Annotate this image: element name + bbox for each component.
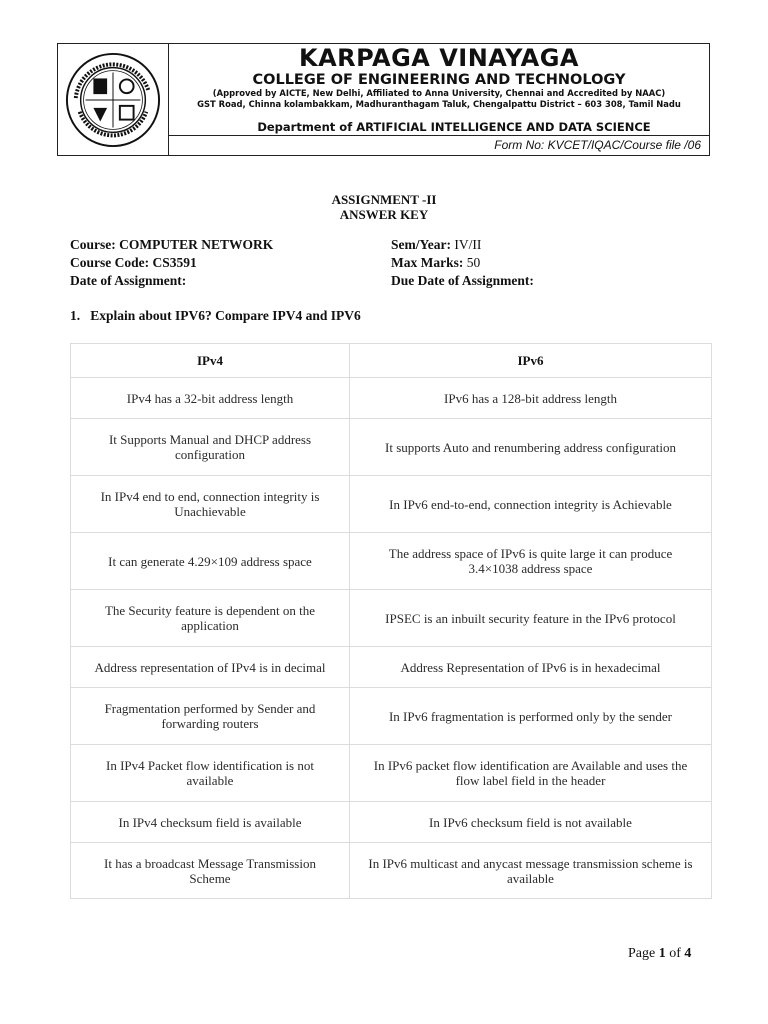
course-line: Course: COMPUTER NETWORK bbox=[70, 237, 274, 252]
table-cell-ipv4: IPv4 has a 32-bit address length bbox=[71, 378, 350, 419]
table-header-row bbox=[71, 344, 712, 378]
course-code-line: Course Code: CS3591 bbox=[70, 255, 197, 270]
table-cell-ipv6: The address space of IPv6 is quite large it can produce 3.4×1038 address space bbox=[350, 533, 712, 590]
table-cell-ipv6: Address Representation of IPv6 is in hexadecimal bbox=[350, 647, 712, 688]
table-cell-ipv4: The Security feature is dependent on the application bbox=[71, 590, 350, 647]
comparison-table bbox=[70, 343, 712, 899]
course-code-value: CS3591 bbox=[152, 255, 197, 270]
table-row bbox=[71, 590, 712, 647]
table-cell-ipv6: In IPv6 packet flow identification are Available and uses the flow label field in the header bbox=[350, 745, 712, 802]
sem-year-value: IV/II bbox=[454, 237, 482, 252]
table-cell-ipv4: It Supports Manual and DHCP address configuration bbox=[71, 419, 350, 476]
question-number: 1. bbox=[70, 308, 81, 323]
table-cell-ipv6: In IPv6 multicast and anycast message transmission scheme is available bbox=[350, 843, 712, 899]
approval-note: (Approved by AICTE, New Delhi, Affiliated to Anna University, Chennai and Accredited by NAAC) bbox=[212, 88, 666, 98]
table-cell-ipv6: In IPv6 end-to-end, connection integrity is Achievable bbox=[350, 476, 712, 533]
page-number: Page 1 of 4 bbox=[628, 946, 692, 961]
header-ipv6: IPv6 bbox=[350, 344, 712, 378]
college-header bbox=[57, 43, 710, 156]
form-number: Form No: KVCET/IQAC/Course file /06 bbox=[169, 135, 709, 155]
college-name: KARPAGA VINAYAGA bbox=[298, 44, 580, 72]
max-marks-line: Max Marks: 50 bbox=[391, 255, 481, 270]
title-cell bbox=[169, 44, 709, 155]
table-cell-ipv4: In IPv4 end to end, connection integrity is Unachievable bbox=[71, 476, 350, 533]
sem-year-line: Sem/Year: IV/II bbox=[391, 237, 482, 252]
course-value: COMPUTER NETWORK bbox=[119, 237, 274, 252]
table-row bbox=[71, 688, 712, 745]
college-address: GST Road, Chinna kolambakkam, Madhuranthagam Taluk, Chengalpattu District – 603 308, Tamil Nadu bbox=[197, 99, 681, 109]
table-cell-ipv6: In IPv6 fragmentation is performed only by the sender bbox=[350, 688, 712, 745]
table-cell-ipv4: Fragmentation performed by Sender and forwarding routers bbox=[71, 688, 350, 745]
question-text: Explain about IPV6? Compare IPV4 and IPV6 bbox=[90, 308, 361, 323]
college-seal-icon bbox=[64, 51, 162, 149]
table-row bbox=[71, 647, 712, 688]
table-cell-ipv6: IPv6 has a 128-bit address length bbox=[350, 378, 712, 419]
table-cell-ipv6: IPSEC is an inbuilt security feature in the IPv6 protocol bbox=[350, 590, 712, 647]
assignment-title: ASSIGNMENT -II bbox=[331, 192, 437, 207]
course-info-right bbox=[391, 236, 534, 290]
document-title bbox=[0, 192, 768, 222]
table-row bbox=[71, 533, 712, 590]
page-total: 4 bbox=[684, 946, 692, 961]
max-marks-value: 50 bbox=[466, 255, 481, 270]
header-ipv4: IPv4 bbox=[71, 344, 350, 378]
table-row bbox=[71, 378, 712, 419]
answer-key-title: ANSWER KEY bbox=[339, 207, 429, 222]
logo-cell bbox=[58, 44, 169, 155]
date-line: Date of Assignment: bbox=[70, 273, 187, 288]
college-subtitle: COLLEGE OF ENGINEERING AND TECHNOLOGY bbox=[252, 72, 626, 88]
table-cell-ipv6: In IPv6 checksum field is not available bbox=[350, 802, 712, 843]
department-name: Department of ARTIFICIAL INTELLIGENCE AND DATA SCIENCE bbox=[257, 120, 651, 134]
table-cell-ipv4: In IPv4 checksum field is available bbox=[71, 802, 350, 843]
course-info-left bbox=[70, 236, 273, 290]
table-cell-ipv6: It supports Auto and renumbering address configuration bbox=[350, 419, 712, 476]
table-row bbox=[71, 802, 712, 843]
table-cell-ipv4: It can generate 4.29×109 address space bbox=[71, 533, 350, 590]
table-row bbox=[71, 476, 712, 533]
table-cell-ipv4: In IPv4 Packet flow identification is not available bbox=[71, 745, 350, 802]
table-row bbox=[71, 745, 712, 802]
table-row bbox=[71, 419, 712, 476]
question-1 bbox=[70, 308, 361, 324]
page-current: 1 bbox=[658, 946, 666, 961]
due-date-line: Due Date of Assignment: bbox=[391, 273, 534, 288]
table-row bbox=[71, 843, 712, 899]
table-cell-ipv4: It has a broadcast Message Transmission Scheme bbox=[71, 843, 350, 899]
table-cell-ipv4: Address representation of IPv4 is in decimal bbox=[71, 647, 350, 688]
